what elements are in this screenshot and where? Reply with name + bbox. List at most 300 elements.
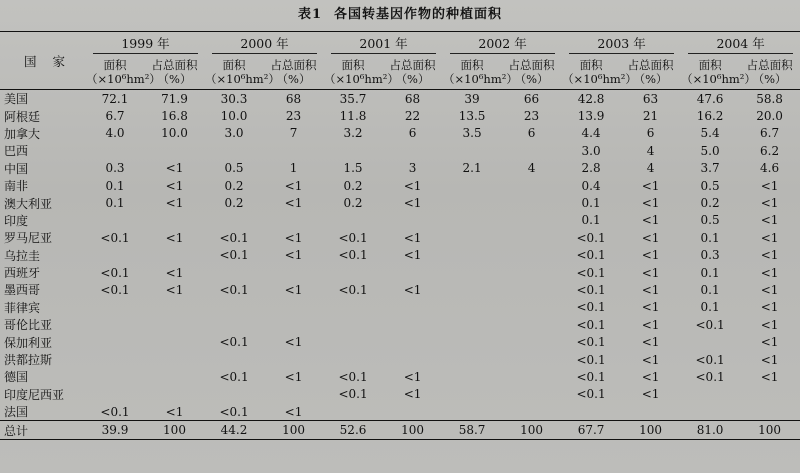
area-cell: 0.1 (581, 213, 601, 228)
area-cell: 0.1 (700, 230, 720, 245)
area-cell (205, 212, 263, 229)
country-cell: 哥伦比亚 (4, 318, 53, 333)
table-number: 表1 (297, 7, 323, 22)
share-cell: 4.6 (760, 161, 780, 176)
year-label: 2000 年 (212, 34, 317, 54)
share-cell: <1 (641, 282, 660, 297)
share-cell: <1 (641, 369, 660, 384)
share-cell (501, 333, 562, 350)
area-cell (443, 194, 501, 211)
subheader-label: 占总面积 (508, 58, 555, 72)
share-cell: <1 (403, 369, 422, 384)
country-cell: 印度 (4, 213, 29, 228)
area-cell (562, 403, 620, 421)
subheader-label: 面积 (341, 58, 365, 72)
year-label: 1999 年 (93, 34, 198, 54)
share-cell: <1 (760, 248, 779, 263)
share-cell: <1 (284, 369, 303, 384)
area-cell (443, 142, 501, 159)
share-cell: <1 (760, 282, 779, 297)
share-cell: <1 (284, 404, 303, 419)
area-cell: 0.2 (343, 196, 363, 211)
area-cell: <0.1 (338, 387, 368, 402)
area-cell (86, 316, 144, 333)
area-cell: 5.0 (700, 143, 720, 158)
area-cell: 2.8 (581, 161, 601, 176)
share-cell (501, 142, 562, 159)
column-header-year (562, 32, 681, 57)
area-cell: 6.7 (105, 109, 125, 124)
area-cell: <0.1 (219, 404, 249, 419)
subheader-unit: （%） (752, 72, 787, 86)
share-cell: 68 (404, 91, 421, 106)
area-cell: <0.1 (576, 317, 606, 332)
area-cell: 0.2 (343, 178, 363, 193)
share-cell: <1 (641, 178, 660, 193)
country-cell: 南非 (4, 179, 29, 194)
country-cell: 加拿大 (4, 126, 41, 141)
country-cell: 阿根廷 (4, 109, 41, 124)
subheader-label: 占总面积 (270, 58, 317, 72)
table-row (0, 194, 800, 211)
country-cell: 保加利亚 (4, 335, 53, 350)
area-cell: 39.9 (86, 421, 144, 439)
share-cell: 6.7 (760, 126, 780, 141)
area-cell (86, 142, 144, 159)
column-header-area (86, 56, 161, 90)
subheader-label: 面积 (579, 58, 603, 72)
share-cell: <1 (284, 196, 303, 211)
area-cell (86, 212, 144, 229)
subheader-unit: （×10⁶hm²） (681, 72, 756, 86)
share-cell (501, 316, 562, 333)
share-cell (501, 403, 562, 421)
country-cell: 西班牙 (4, 266, 41, 281)
area-cell (443, 299, 501, 316)
area-cell: <0.1 (100, 282, 130, 297)
table-row (0, 299, 800, 316)
share-cell: <1 (284, 178, 303, 193)
table-row (0, 177, 800, 194)
area-cell: 1.5 (343, 161, 363, 176)
area-cell: 0.3 (700, 248, 720, 263)
area-cell: <0.1 (576, 282, 606, 297)
share-cell: <1 (760, 300, 779, 315)
subheader-unit: （×10⁶hm²） (324, 72, 399, 86)
country-cell: 巴西 (4, 144, 29, 159)
subheader-label: 面积 (103, 58, 127, 72)
share-cell (501, 351, 562, 368)
area-cell: 3.0 (581, 143, 601, 158)
subheader-unit: （×10⁶hm²） (562, 72, 637, 86)
area-cell: 58.7 (443, 421, 501, 439)
share-cell: 100 (739, 421, 800, 439)
subheader-unit: （%） (276, 72, 311, 86)
area-cell (86, 333, 144, 350)
share-cell: 68 (285, 91, 302, 106)
table-row (0, 107, 800, 124)
table-row (0, 142, 800, 159)
share-cell (501, 247, 562, 264)
area-cell: 3.7 (700, 161, 720, 176)
share-cell: <1 (284, 335, 303, 350)
area-cell (443, 281, 501, 298)
share-cell: 23 (523, 109, 540, 124)
share-cell: <1 (760, 178, 779, 193)
share-cell: <1 (284, 282, 303, 297)
country-cell: 中国 (4, 161, 29, 176)
area-cell: <0.1 (219, 335, 249, 350)
share-cell: 6 (646, 126, 655, 141)
table-row (0, 281, 800, 298)
share-cell: <1 (760, 230, 779, 245)
share-cell (382, 264, 443, 281)
share-cell (144, 142, 205, 159)
country-cell: 墨西哥 (4, 283, 41, 298)
share-cell (144, 247, 205, 264)
area-cell: 52.6 (324, 421, 382, 439)
share-cell: 21 (642, 109, 659, 124)
area-cell: 30.3 (220, 91, 248, 106)
share-cell: 6 (527, 126, 536, 141)
share-cell: 100 (620, 421, 681, 439)
area-cell: 13.9 (577, 109, 605, 124)
share-cell (501, 194, 562, 211)
area-cell (681, 386, 739, 403)
column-header-year (86, 32, 205, 57)
share-cell: 4 (527, 161, 536, 176)
column-header-year (681, 32, 800, 57)
share-cell (739, 386, 800, 403)
area-cell: 3.0 (224, 126, 244, 141)
share-cell: 22 (404, 109, 421, 124)
subheader-label: 占总面积 (746, 58, 793, 72)
area-cell (443, 351, 501, 368)
share-cell: <1 (403, 248, 422, 263)
area-cell (443, 368, 501, 385)
subheader-unit: （×10⁶hm²） (443, 72, 518, 86)
share-cell (501, 368, 562, 385)
share-cell: 16.8 (161, 109, 188, 124)
column-header-country: 国 家 (0, 32, 86, 90)
area-cell (86, 351, 144, 368)
area-cell: <0.1 (219, 282, 249, 297)
subheader-unit: （%） (157, 72, 192, 86)
column-header-area (681, 56, 756, 90)
share-cell (263, 142, 324, 159)
column-header-area (562, 56, 637, 90)
column-header-area (205, 56, 280, 90)
share-cell (263, 316, 324, 333)
area-cell (86, 386, 144, 403)
area-cell: 0.4 (581, 178, 601, 193)
area-cell (86, 247, 144, 264)
area-cell (443, 316, 501, 333)
area-cell: 39 (464, 91, 480, 106)
share-cell: <1 (165, 282, 184, 297)
share-cell: <1 (641, 300, 660, 315)
area-cell: <0.1 (338, 282, 368, 297)
share-cell (501, 229, 562, 246)
share-cell: 100 (501, 421, 562, 439)
area-cell (443, 229, 501, 246)
area-cell: 0.1 (105, 178, 125, 193)
share-cell: <1 (641, 230, 660, 245)
area-cell: <0.1 (576, 352, 606, 367)
area-cell: 0.1 (105, 196, 125, 211)
share-cell: <1 (403, 282, 422, 297)
share-cell (144, 299, 205, 316)
area-cell: <0.1 (338, 248, 368, 263)
share-cell (144, 351, 205, 368)
area-cell: 0.3 (105, 161, 125, 176)
share-cell: 66 (523, 91, 540, 106)
table-row (0, 264, 800, 281)
area-cell: 67.7 (562, 421, 620, 439)
area-cell (443, 333, 501, 350)
share-cell: <1 (165, 196, 184, 211)
share-cell (501, 264, 562, 281)
share-cell: <1 (760, 352, 779, 367)
table-row (0, 125, 800, 142)
table-row (0, 90, 800, 108)
area-cell (443, 386, 501, 403)
area-cell: 0.5 (224, 161, 244, 176)
share-cell: 7 (289, 126, 298, 141)
share-cell: <1 (641, 248, 660, 263)
country-cell: 菲律宾 (4, 300, 41, 315)
area-cell: 11.8 (339, 109, 367, 124)
share-cell (144, 386, 205, 403)
area-cell: 0.5 (700, 178, 720, 193)
area-cell: 72.1 (101, 91, 129, 106)
table-row (0, 316, 800, 333)
share-cell (144, 212, 205, 229)
area-cell: <0.1 (576, 248, 606, 263)
year-label: 2003 年 (569, 34, 674, 54)
table-caption: 各国转基因作物的种植面积 (334, 7, 503, 22)
area-cell: <0.1 (219, 248, 249, 263)
area-cell (443, 177, 501, 194)
table-row (0, 333, 800, 350)
table-row (0, 403, 800, 421)
country-cell: 法国 (4, 405, 29, 420)
area-cell (324, 333, 382, 350)
area-cell: 5.4 (700, 126, 720, 141)
area-cell: 3.2 (343, 126, 363, 141)
area-cell (205, 142, 263, 159)
area-cell: 13.5 (458, 109, 486, 124)
area-cell: 4.4 (581, 126, 601, 141)
share-cell: <1 (641, 196, 660, 211)
share-cell: <1 (760, 369, 779, 384)
share-cell: <1 (760, 317, 779, 332)
subheader-label: 占总面积 (151, 58, 198, 72)
area-cell (324, 299, 382, 316)
area-cell: <0.1 (695, 317, 725, 332)
share-cell: <1 (165, 161, 184, 176)
area-cell: <0.1 (576, 230, 606, 245)
share-cell: <1 (641, 213, 660, 228)
subheader-label: 占总面积 (389, 58, 436, 72)
area-cell: <0.1 (100, 404, 130, 419)
area-cell (324, 403, 382, 421)
country-cell: 乌拉圭 (4, 248, 41, 263)
share-cell (501, 212, 562, 229)
area-cell: <0.1 (576, 300, 606, 315)
subheader-unit: （%） (395, 72, 430, 86)
area-cell: <0.1 (576, 335, 606, 350)
share-cell: <1 (760, 335, 779, 350)
column-header-year (324, 32, 443, 57)
area-cell (443, 403, 501, 421)
share-cell (501, 281, 562, 298)
share-cell (263, 299, 324, 316)
column-header-year (443, 32, 562, 57)
subheader-label: 面积 (698, 58, 722, 72)
subheader-label: 占总面积 (627, 58, 674, 72)
area-cell (443, 212, 501, 229)
share-cell: <1 (760, 265, 779, 280)
area-cell: 4.0 (105, 126, 125, 141)
share-cell (144, 316, 205, 333)
area-cell: <0.1 (219, 369, 249, 384)
share-cell (263, 386, 324, 403)
area-cell (86, 368, 144, 385)
table-row (0, 386, 800, 403)
subheader-unit: （%） (633, 72, 668, 86)
country-cell: 总计 (0, 421, 86, 439)
share-cell: 63 (642, 91, 659, 106)
area-cell: <0.1 (576, 387, 606, 402)
share-cell: 1 (289, 161, 298, 176)
share-cell: <1 (403, 178, 422, 193)
share-cell (501, 177, 562, 194)
share-cell: 6.2 (760, 143, 780, 158)
area-cell: 16.2 (696, 109, 724, 124)
share-cell (501, 299, 562, 316)
area-cell: 0.2 (224, 196, 244, 211)
share-cell (501, 386, 562, 403)
table-row (0, 229, 800, 246)
area-cell: <0.1 (338, 230, 368, 245)
area-cell: <0.1 (695, 369, 725, 384)
country-cell: 洪都拉斯 (4, 353, 53, 368)
area-cell (205, 316, 263, 333)
area-cell: 0.5 (700, 213, 720, 228)
share-cell (382, 316, 443, 333)
share-cell: <1 (760, 213, 779, 228)
share-cell: <1 (760, 196, 779, 211)
area-cell: 0.1 (700, 265, 720, 280)
area-cell: 47.6 (696, 91, 724, 106)
share-cell (263, 212, 324, 229)
share-cell (382, 333, 443, 350)
area-cell: 0.2 (700, 196, 720, 211)
subheader-label: 面积 (222, 58, 246, 72)
area-cell (443, 247, 501, 264)
area-cell: 0.1 (700, 282, 720, 297)
table-row (0, 160, 800, 177)
total-row (0, 421, 800, 439)
share-cell: 4 (646, 143, 655, 158)
area-cell: 42.8 (577, 91, 605, 106)
share-cell (620, 403, 681, 421)
area-cell: 0.1 (700, 300, 720, 315)
share-cell: 10.0 (161, 126, 188, 141)
area-cell: 0.1 (581, 196, 601, 211)
share-cell: <1 (165, 178, 184, 193)
area-cell (443, 264, 501, 281)
share-cell (382, 299, 443, 316)
share-cell: 100 (263, 421, 324, 439)
share-cell (739, 403, 800, 421)
share-cell: <1 (403, 230, 422, 245)
gm-crop-area-table (0, 31, 800, 440)
area-cell (86, 299, 144, 316)
area-cell: 2.1 (462, 161, 482, 176)
area-cell (324, 351, 382, 368)
share-cell: 20.0 (756, 109, 783, 124)
share-cell: <1 (284, 230, 303, 245)
share-cell: <1 (641, 352, 660, 367)
share-cell (382, 403, 443, 421)
area-cell (205, 264, 263, 281)
share-cell: 100 (144, 421, 205, 439)
column-header-area (324, 56, 399, 90)
table-row (0, 368, 800, 385)
area-cell (324, 142, 382, 159)
share-cell (382, 351, 443, 368)
country-cell: 澳大利亚 (4, 196, 53, 211)
country-cell: 罗马尼亚 (4, 231, 53, 246)
year-label: 2002 年 (450, 34, 555, 54)
table-header (0, 32, 800, 90)
area-cell (205, 351, 263, 368)
share-cell: <1 (284, 248, 303, 263)
share-cell: 3 (408, 161, 417, 176)
subheader-unit: （×10⁶hm²） (86, 72, 161, 86)
area-cell: <0.1 (338, 369, 368, 384)
area-cell (681, 403, 739, 421)
share-cell: 71.9 (161, 91, 188, 106)
area-cell: 0.2 (224, 178, 244, 193)
area-cell: 35.7 (339, 91, 367, 106)
subheader-label: 面积 (460, 58, 484, 72)
country-cell: 印度尼西亚 (4, 387, 65, 402)
share-cell: <1 (641, 335, 660, 350)
area-cell: <0.1 (219, 230, 249, 245)
area-cell: <0.1 (695, 352, 725, 367)
year-label: 2004 年 (688, 34, 793, 54)
share-cell (382, 212, 443, 229)
share-cell: 100 (382, 421, 443, 439)
share-cell: <1 (641, 265, 660, 280)
area-cell (324, 264, 382, 281)
country-cell: 美国 (4, 92, 29, 107)
area-cell: <0.1 (576, 265, 606, 280)
subheader-unit: （×10⁶hm²） (205, 72, 280, 86)
share-cell (382, 142, 443, 159)
table-row (0, 247, 800, 264)
area-cell: <0.1 (100, 230, 130, 245)
table-body (0, 90, 800, 440)
share-cell: <1 (403, 196, 422, 211)
year-label: 2001 年 (331, 34, 436, 54)
share-cell (144, 333, 205, 350)
share-cell: 4 (646, 161, 655, 176)
area-cell: <0.1 (100, 265, 130, 280)
